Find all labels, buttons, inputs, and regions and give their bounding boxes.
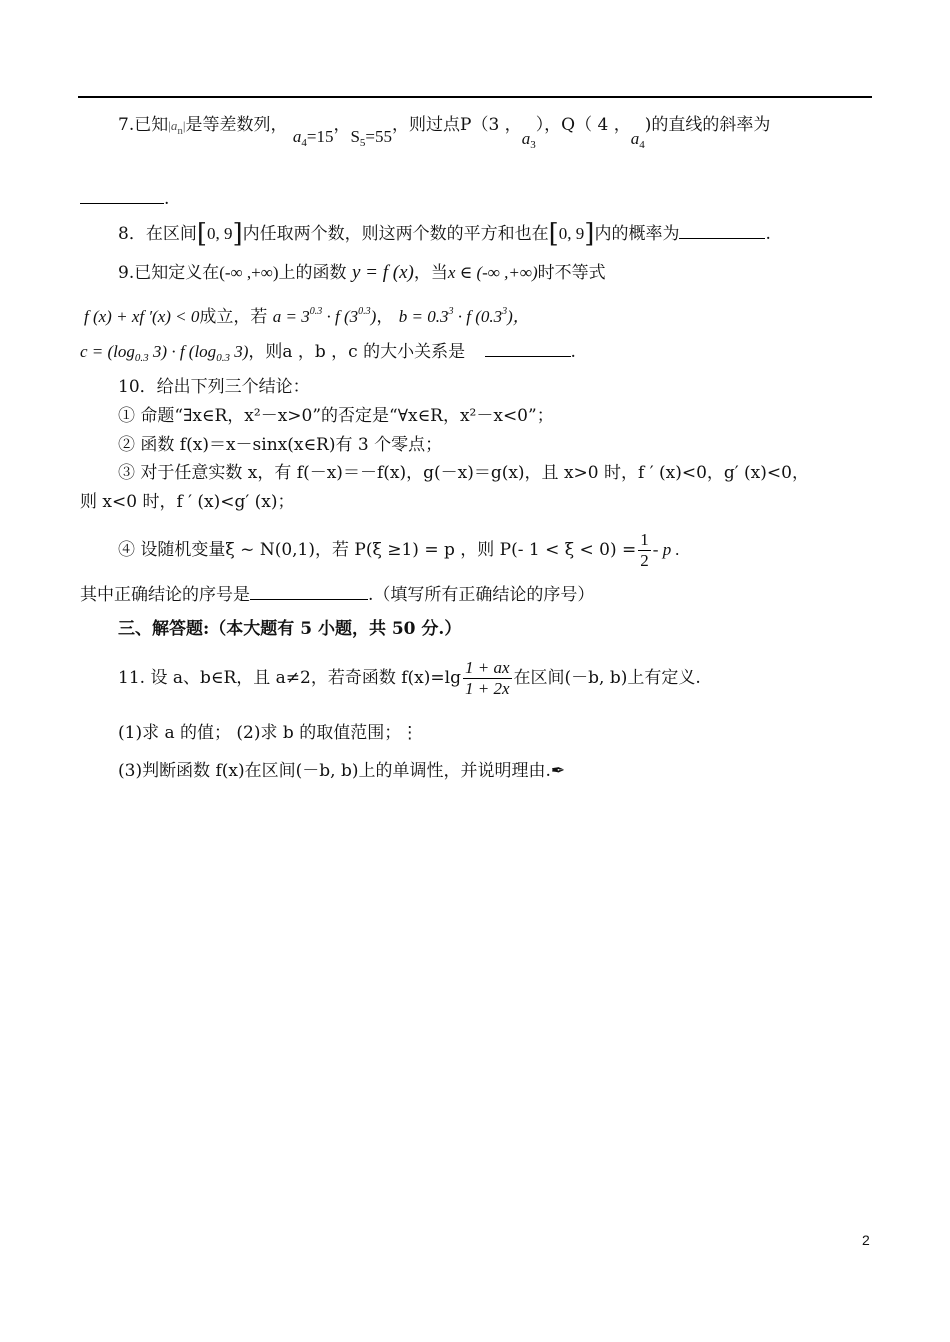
q9-c-def: $c = (\log_{0.3}$ 3) · f ($\log_{0.3}$ 3) bbox=[80, 342, 249, 364]
q8-tail: 内的概率为 bbox=[594, 224, 680, 244]
q8-mid: 内任取两个数，则这两个数的平方和也在 bbox=[242, 224, 549, 244]
question-7: 7.已知$|a_n|$是等差数列， $a_4=15$，$S_5=55$，则过点P（3 ，$a_3$），Q（ 4 ，$a_4$)的直线的斜率为 bbox=[118, 115, 771, 151]
q8-interval2: 0, 9 bbox=[558, 224, 585, 243]
question-9-line-3: $c = (\log_{0.3}$ 3) · f ($\log_{0.3}$ 3)，则a ，b ，c 的大小关系是 . bbox=[80, 339, 576, 369]
q9-a-def: $a = 3^{0.3} \cdot f$ $(3^{0.3})$ bbox=[272, 306, 377, 326]
q7-point-p: ，则过点P（3 ， bbox=[392, 115, 522, 135]
q9-b-def: $b = 0.3^3 \cdot f$ $(0.3^3)$， bbox=[398, 306, 530, 326]
q10-answer-blank[interactable] bbox=[250, 582, 368, 600]
q8-interval: 0, 9 bbox=[206, 224, 233, 243]
q9-answer-blank[interactable] bbox=[485, 339, 571, 357]
q8-answer-blank[interactable] bbox=[679, 221, 765, 239]
header-rule bbox=[78, 96, 872, 98]
question-9-line-1: 9.已知定义在(-∞ ,+∞)上的函数 y = f (x)，当x ∈ (-∞ ,+∞)时不等式 bbox=[118, 262, 606, 283]
q10-statement-1: ① 命题“∃x∈R，x²－x>0”的否定是“∀x∈R，x²－x<0”； bbox=[118, 406, 554, 426]
q7-answer-blank[interactable] bbox=[80, 186, 164, 204]
q10-fraction-half: $\frac{1}{2}$ bbox=[640, 530, 649, 570]
q7-a4b: $a_4$ bbox=[630, 129, 645, 151]
q8-prefix: 8．在区间 bbox=[118, 224, 197, 244]
question-9-line-2: f (x) + xf ′(x) < 0成立，若 $a = 3^{0.3} \cdot f$ $(3^{0.3})$， $b = 0.3^3 \cdot f$ $(0.3^3)$， bbox=[84, 306, 530, 327]
q10-statement-4: ④ 设随机变量ξ ~ N(0,1)，若 P(ξ ≥1) = p ，则 P(- 1 < ξ < 0) = $\frac{1}{2}$ - p . bbox=[118, 530, 680, 570]
q11-part-3: (3)判断函数 f(x)在区间(－b, b)上的单调性，并说明理由.✒ bbox=[118, 761, 566, 781]
q7-point-q: ），Q（ 4 ， bbox=[535, 115, 631, 135]
section-3-heading: 三、解答题:（本大题有 5 小题，共 50 分.） bbox=[118, 619, 462, 639]
q9-function: y = f (x) bbox=[351, 262, 414, 283]
seq-an: $|a_n|$ bbox=[168, 118, 186, 137]
q9-inequality: f (x) + xf ′(x) < 0 bbox=[84, 307, 200, 326]
q7-s5: $S_5=55$ bbox=[350, 127, 393, 149]
question-8: 8．在区间[0, 9]内任取两个数，则这两个数的平方和也在[0, 9]内的概率为 . bbox=[118, 219, 771, 249]
q7-tail: )的直线的斜率为 bbox=[644, 115, 771, 135]
q7-a3: $a_3$ bbox=[521, 129, 536, 151]
pen-mark-icon: ✒ bbox=[550, 761, 566, 781]
q7-answer-line: . bbox=[80, 186, 169, 210]
q10-ask: 其中正确结论的序号是 .（填写所有正确结论的序号） bbox=[80, 582, 594, 606]
q10-statement-3-cont: 则 x<0 时，f ′ (x)<g′ (x)； bbox=[80, 492, 295, 512]
page-number: 2 bbox=[862, 1232, 870, 1248]
question-11: 11. 设 a、b∈R，且 a≠2，若奇函数 f(x)=lg $\frac{1 + ax}{1 + 2x}$ 在区间(－b, b)上有定义. bbox=[118, 658, 701, 698]
q7-a4: $a_4=15$ bbox=[292, 127, 334, 149]
q10-statement-2: ② 函数 f(x)＝x－sinx(x∈R)有 3 个零点； bbox=[118, 435, 443, 455]
q10-statement-3: ③ 对于任意实数 x，有 f(－x)＝－f(x)，g(－x)＝g(x)，且 x>0 时，f ′ (x)<0，g′ (x)<0， bbox=[118, 463, 809, 483]
q11-fraction: $\frac{1 + ax}{1 + 2x}$ bbox=[464, 658, 510, 698]
q7-prefix: 7.已知 bbox=[118, 115, 169, 135]
q11-part-1-2: (1)求 a 的值； (2)求 b 的取值范围；⋮ bbox=[118, 723, 419, 743]
q7-is-arith: 是等差数列， bbox=[185, 115, 288, 135]
question-10-title: 10．给出下列三个结论： bbox=[118, 377, 310, 397]
